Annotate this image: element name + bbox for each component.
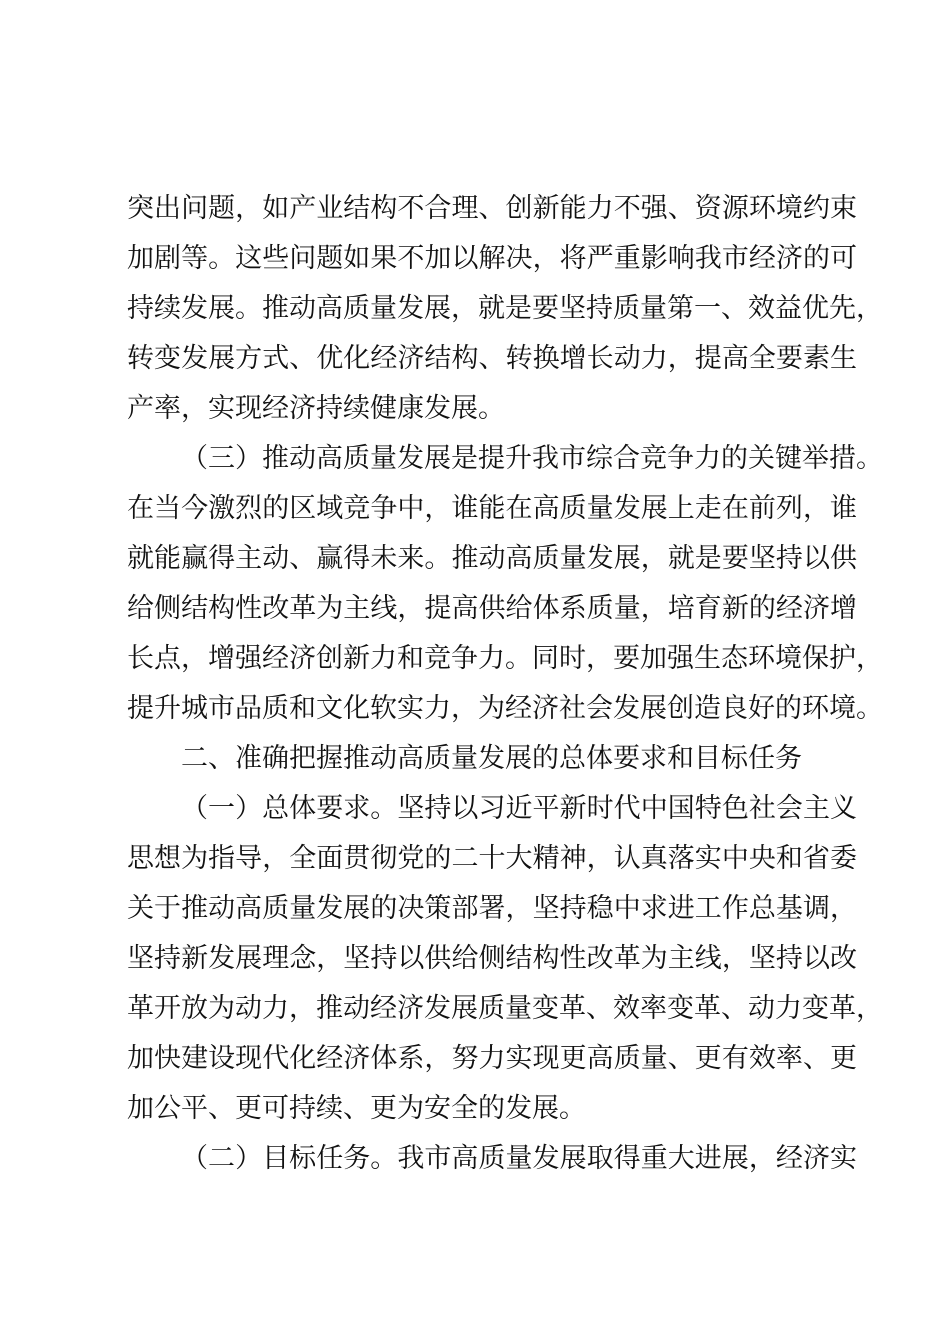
text-line: 给侧结构性改革为主线，提高供给体系质量，培育新的经济增 [127, 593, 857, 624]
paragraph-target-tasks [127, 1134, 857, 1184]
paragraph-heading-line: （三）推动高质量发展是提升我市综合竞争力的关键举措。 [181, 443, 883, 474]
text-line: 长点，增强经济创新力和竞争力。同时，要加强生态环境保护， [127, 643, 883, 674]
text-line: 加快建设现代化经济体系，努力实现更高质量、更有效率、更 [127, 1043, 857, 1074]
paragraph-overall-requirements [127, 784, 883, 1134]
text-line: 在当今激烈的区域竞争中，谁能在高质量发展上走在前列，谁 [127, 493, 857, 524]
paragraph-competitiveness [127, 434, 883, 734]
text-line: 加剧等。这些问题如果不加以解决，将严重影响我市经济的可 [127, 243, 857, 274]
text-line: 转变发展方式、优化经济结构、转换增长动力，提高全要素生 [127, 343, 857, 374]
text-line: 突出问题，如产业结构不合理、创新能力不强、资源环境约束 [127, 193, 857, 224]
text-line: 思想为指导，全面贯彻党的二十大精神，认真落实中央和省委 [127, 843, 857, 874]
paragraph-problems [127, 184, 883, 434]
document-body [127, 184, 883, 1184]
text-line: 持续发展。推动高质量发展，就是要坚持质量第一、效益优先， [127, 293, 883, 324]
text-line: 坚持新发展理念，坚持以供给侧结构性改革为主线，坚持以改 [127, 943, 857, 974]
text-line: 加公平、更可持续、更为安全的发展。 [127, 1093, 586, 1124]
text-line: 提升城市品质和文化软实力，为经济社会发展创造良好的环境。 [127, 693, 883, 724]
section-heading [127, 734, 857, 784]
text-line: 关于推动高质量发展的决策部署，坚持稳中求进工作总基调， [127, 893, 857, 924]
text-line: 就能赢得主动、赢得未来。推动高质量发展，就是要坚持以供 [127, 543, 857, 574]
text-line: 产率，实现经济持续健康发展。 [127, 393, 505, 424]
paragraph-heading-line: （二）目标任务。我市高质量发展取得重大进展，经济实 [181, 1143, 857, 1174]
paragraph-heading-line: （一）总体要求。坚持以习近平新时代中国特色社会主义 [181, 793, 857, 824]
section-title: 二、准确把握推动高质量发展的总体要求和目标任务 [181, 743, 802, 774]
text-line: 革开放为动力，推动经济发展质量变革、效率变革、动力变革， [127, 993, 883, 1024]
